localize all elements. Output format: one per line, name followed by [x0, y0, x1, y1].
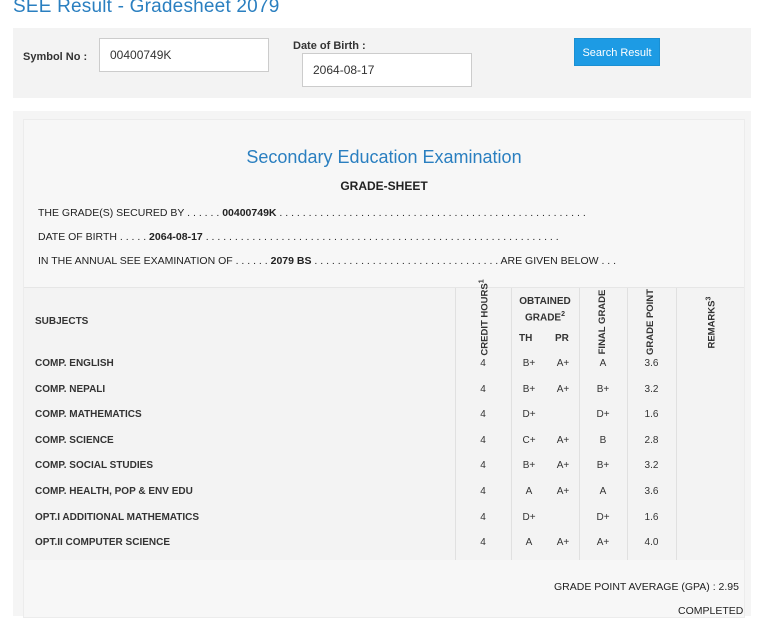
cell-final: A	[599, 486, 607, 497]
cell-th: C+	[522, 434, 536, 446]
gradesheet	[23, 119, 745, 618]
subject-name: COMP. NEPALI	[35, 383, 106, 395]
cell-pr: A+	[556, 383, 570, 395]
secured-by-value: 00400749K	[222, 207, 277, 219]
header-pr: PR	[555, 333, 569, 344]
gradesheet-subheading: GRADE-SHEET	[340, 179, 428, 193]
cell-final: D+	[596, 511, 610, 523]
cell-gp: 4.0	[644, 537, 659, 549]
cell-credit: 4	[480, 460, 486, 472]
header-final-grade: FINAL GRADE	[597, 289, 608, 355]
cell-pr: A+	[556, 537, 570, 549]
table-row	[24, 428, 744, 453]
cell-credit: 4	[480, 537, 486, 549]
cell-credit: 4	[480, 511, 486, 523]
table-row	[24, 377, 744, 402]
header-th: TH	[519, 333, 533, 344]
cell-gp: 3.6	[644, 486, 659, 497]
table-row	[24, 505, 744, 530]
cell-final: B+	[596, 383, 610, 395]
cell-final: D+	[596, 409, 610, 421]
subject-name: COMP. HEALTH, POP & ENV EDU	[35, 486, 193, 497]
subject-name: COMP. MATHEMATICS	[35, 409, 142, 421]
table-row	[24, 453, 744, 478]
cell-th: A	[525, 537, 533, 549]
cell-gp: 3.6	[644, 358, 659, 369]
cell-credit: 4	[480, 486, 486, 497]
cell-gp: 1.6	[644, 511, 659, 523]
symbol-no-input[interactable]: 00400749K	[99, 38, 269, 72]
cell-credit: 4	[480, 383, 486, 395]
cell-pr: A+	[556, 434, 570, 446]
cell-th: A	[525, 486, 533, 497]
cell-credit: 4	[480, 409, 486, 421]
table-row	[24, 479, 744, 504]
page-title: SEE Result - Gradesheet 2079	[13, 0, 280, 17]
cell-pr: A+	[556, 358, 570, 369]
cell-gp: 3.2	[644, 383, 659, 395]
gradesheet-container	[13, 111, 751, 616]
cell-th: D+	[522, 511, 536, 523]
cell-pr: A+	[556, 486, 570, 497]
subject-name: COMP. SOCIAL STUDIES	[35, 460, 153, 472]
subject-name: COMP. ENGLISH	[35, 358, 114, 369]
cell-gp: 2.8	[644, 434, 659, 446]
cell-gp: 3.2	[644, 460, 659, 472]
header-obtained-grade: OBTAINED GRADE$^2$	[519, 296, 571, 324]
header-subjects: SUBJECTS	[35, 316, 89, 327]
header-credit-hours: CREDIT HOURS$^1$	[478, 279, 491, 356]
subject-name: COMP. SCIENCE	[35, 434, 114, 446]
cell-th: B+	[522, 460, 536, 472]
grades-table	[24, 279, 744, 560]
table-row	[24, 530, 744, 555]
cell-final: A	[599, 358, 607, 369]
header-grade-point: GRADE POINT	[645, 289, 656, 355]
cell-final: A+	[596, 537, 610, 549]
dob-label: Date of Birth :	[293, 40, 366, 52]
table-row	[24, 351, 744, 376]
dob-line: DATE OF BIRTH . . . . . 2064-08-17 . . . . . . . . . . . . . . . . . . . . . . . . . . . . . . . . . . . . . . . . . . . . . . . . . . . . . . . . . . . . .	[38, 231, 559, 243]
cell-pr: A+	[556, 460, 570, 472]
cell-credit: 4	[480, 358, 486, 369]
cell-th: D+	[522, 409, 536, 421]
cell-credit: 4	[480, 434, 486, 446]
exam-year-value: 2079 BS	[270, 255, 312, 267]
header-remarks: REMARKS$^3$	[705, 296, 718, 349]
exam-year-line: IN THE ANNUAL SEE EXAMINATION OF . . . . . . 2079 BS . . . . . . . . . . . . . . . . . . . . . . . . . . . . . . . . ARE GIVEN BELOW . . .	[38, 255, 617, 267]
cell-th: B+	[522, 358, 536, 369]
search-form	[13, 28, 751, 98]
search-result-button[interactable]: Search Result	[574, 38, 660, 66]
cell-final: B	[599, 434, 607, 446]
dob-input[interactable]: 2064-08-17	[302, 53, 472, 87]
table-row	[24, 402, 744, 427]
dob-value: 2064-08-17	[149, 231, 203, 243]
subject-name: OPT.II COMPUTER SCIENCE	[35, 537, 171, 549]
cell-gp: 1.6	[644, 409, 659, 421]
secured-by-line: THE GRADE(S) SECURED BY . . . . . . 00400749K . . . . . . . . . . . . . . . . . . . . . . . . . . . . . . . . . . . . . . . . . . . . . . . . . . . . .	[38, 207, 586, 219]
symbol-no-label: Symbol No :	[23, 51, 88, 63]
status-text: COMPLETED	[678, 605, 744, 617]
subject-name: OPT.I ADDITIONAL MATHEMATICS	[35, 511, 200, 523]
cell-final: B+	[596, 460, 610, 472]
gpa-summary: GRADE POINT AVERAGE (GPA) : 2.95	[554, 581, 739, 593]
exam-heading: Secondary Education Examination	[246, 147, 522, 167]
cell-th: B+	[522, 383, 536, 395]
